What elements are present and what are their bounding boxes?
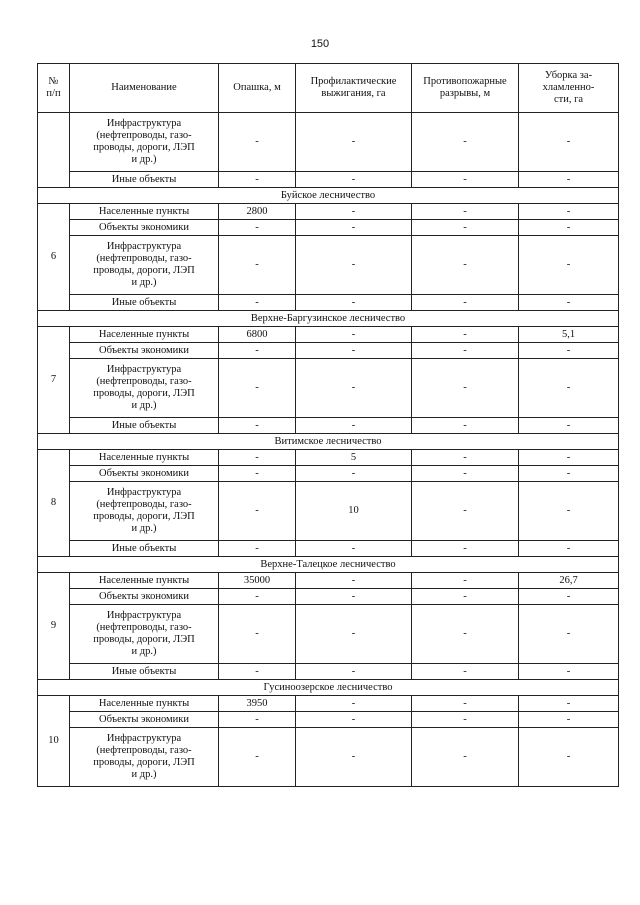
table-row [38, 482, 619, 541]
object-name: Населенные пункты [70, 327, 219, 343]
firebreaks-value: - [412, 712, 519, 728]
burning-value: - [296, 605, 412, 664]
burning-value: - [296, 466, 412, 482]
firebreaks-value: - [412, 295, 519, 311]
burning-value: - [296, 418, 412, 434]
cleanup-value: 26,7 [519, 573, 619, 589]
cleanup-value: - [519, 343, 619, 359]
row-number: 8 [38, 450, 70, 557]
plowing-value: - [219, 343, 296, 359]
burning-value: - [296, 236, 412, 295]
burning-value: - [296, 728, 412, 787]
table-row [38, 696, 619, 712]
plowing-value: 6800 [219, 327, 296, 343]
table-row [38, 589, 619, 605]
plowing-value: - [219, 418, 296, 434]
firebreaks-value: - [412, 204, 519, 220]
object-name: Иные объекты [70, 295, 219, 311]
header-firebreaks: Противопожарные разрывы, м [412, 64, 519, 113]
cleanup-value: - [519, 418, 619, 434]
object-name: Объекты экономики [70, 343, 219, 359]
table-row [38, 450, 619, 466]
burning-value: - [296, 589, 412, 605]
cleanup-value: - [519, 113, 619, 172]
burning-value: 10 [296, 482, 412, 541]
burning-value: - [296, 343, 412, 359]
table-row [38, 172, 619, 188]
row-number: 7 [38, 327, 70, 434]
plowing-value: 35000 [219, 573, 296, 589]
page-number: 150 [310, 38, 330, 50]
table-row [38, 295, 619, 311]
table-row [38, 664, 619, 680]
section-row [38, 434, 619, 450]
table-row [38, 728, 619, 787]
section-row [38, 680, 619, 696]
cleanup-value: - [519, 450, 619, 466]
header-burning: Профилактические выжигания, га [296, 64, 412, 113]
section-title: Гусиноозерское лесничество [38, 680, 619, 696]
table-row [38, 236, 619, 295]
cleanup-value: - [519, 220, 619, 236]
firebreaks-value: - [412, 450, 519, 466]
burning-value: - [296, 573, 412, 589]
plowing-value: - [219, 728, 296, 787]
cleanup-value: - [519, 172, 619, 188]
table-row [38, 541, 619, 557]
cleanup-value: - [519, 295, 619, 311]
plowing-value: - [219, 295, 296, 311]
row-number: 9 [38, 573, 70, 680]
plowing-value: - [219, 664, 296, 680]
plowing-value: - [219, 712, 296, 728]
cleanup-value: - [519, 359, 619, 418]
firebreaks-value: - [412, 327, 519, 343]
firebreaks-value: - [412, 359, 519, 418]
firebreaks-value: - [412, 664, 519, 680]
cleanup-value: - [519, 605, 619, 664]
burning-value: 5 [296, 450, 412, 466]
object-name: Иные объекты [70, 541, 219, 557]
header-cleanup: Уборка за- хламленно- сти, га [519, 64, 619, 113]
table-row [38, 712, 619, 728]
plowing-value: - [219, 236, 296, 295]
cleanup-value: - [519, 664, 619, 680]
section-row [38, 311, 619, 327]
firebreaks-value: - [412, 589, 519, 605]
plowing-value: - [219, 589, 296, 605]
plowing-value: - [219, 113, 296, 172]
table-row [38, 466, 619, 482]
object-name: Инфраструктура (нефтепроводы, газо- проводы, дороги, ЛЭП и др.) [70, 605, 219, 664]
burning-value: - [296, 113, 412, 172]
plowing-value: - [219, 482, 296, 541]
object-name: Иные объекты [70, 172, 219, 188]
table-row [38, 204, 619, 220]
burning-value: - [296, 204, 412, 220]
cleanup-value: - [519, 204, 619, 220]
firebreaks-value: - [412, 113, 519, 172]
table-row [38, 220, 619, 236]
object-name: Населенные пункты [70, 204, 219, 220]
cleanup-value: - [519, 589, 619, 605]
cleanup-value: 5,1 [519, 327, 619, 343]
section-row [38, 557, 619, 573]
plowing-value: - [219, 605, 296, 664]
table-row [38, 343, 619, 359]
firebreaks-value: - [412, 482, 519, 541]
burning-value: - [296, 220, 412, 236]
object-name: Иные объекты [70, 664, 219, 680]
plowing-value: 2800 [219, 204, 296, 220]
object-name: Объекты экономики [70, 589, 219, 605]
burning-value: - [296, 664, 412, 680]
object-name: Объекты экономики [70, 220, 219, 236]
forest-fire-measures-table [37, 63, 619, 787]
table-row [38, 113, 619, 172]
object-name: Инфраструктура (нефтепроводы, газо- проводы, дороги, ЛЭП и др.) [70, 113, 219, 172]
section-title: Витимское лесничество [38, 434, 619, 450]
firebreaks-value: - [412, 541, 519, 557]
section-title: Верхне-Талецкое лесничество [38, 557, 619, 573]
firebreaks-value: - [412, 605, 519, 664]
header-plowing: Опашка, м [219, 64, 296, 113]
burning-value: - [296, 295, 412, 311]
table-row [38, 327, 619, 343]
table-row [38, 418, 619, 434]
object-name: Населенные пункты [70, 573, 219, 589]
object-name: Объекты экономики [70, 712, 219, 728]
cleanup-value: - [519, 696, 619, 712]
burning-value: - [296, 172, 412, 188]
cleanup-value: - [519, 728, 619, 787]
table-row [38, 605, 619, 664]
firebreaks-value: - [412, 343, 519, 359]
header-number: № п/п [38, 64, 70, 113]
object-name: Инфраструктура (нефтепроводы, газо- проводы, дороги, ЛЭП и др.) [70, 359, 219, 418]
section-title: Буйское лесничество [38, 188, 619, 204]
firebreaks-value: - [412, 418, 519, 434]
firebreaks-value: - [412, 172, 519, 188]
object-name: Населенные пункты [70, 450, 219, 466]
firebreaks-value: - [412, 220, 519, 236]
cleanup-value: - [519, 482, 619, 541]
table-body [38, 113, 619, 787]
object-name: Иные объекты [70, 418, 219, 434]
object-name: Населенные пункты [70, 696, 219, 712]
plowing-value: 3950 [219, 696, 296, 712]
row-number [38, 113, 70, 188]
object-name: Инфраструктура (нефтепроводы, газо- проводы, дороги, ЛЭП и др.) [70, 482, 219, 541]
cleanup-value: - [519, 541, 619, 557]
table-header-row [38, 64, 619, 113]
firebreaks-value: - [412, 573, 519, 589]
row-number: 6 [38, 204, 70, 311]
row-number: 10 [38, 696, 70, 787]
cleanup-value: - [519, 236, 619, 295]
plowing-value: - [219, 541, 296, 557]
object-name: Инфраструктура (нефтепроводы, газо- проводы, дороги, ЛЭП и др.) [70, 728, 219, 787]
cleanup-value: - [519, 466, 619, 482]
section-row [38, 188, 619, 204]
burning-value: - [296, 541, 412, 557]
burning-value: - [296, 359, 412, 418]
object-name: Объекты экономики [70, 466, 219, 482]
object-name: Инфраструктура (нефтепроводы, газо- проводы, дороги, ЛЭП и др.) [70, 236, 219, 295]
plowing-value: - [219, 450, 296, 466]
firebreaks-value: - [412, 236, 519, 295]
burning-value: - [296, 327, 412, 343]
burning-value: - [296, 696, 412, 712]
section-title: Верхне-Баргузинское лесничество [38, 311, 619, 327]
firebreaks-value: - [412, 696, 519, 712]
plowing-value: - [219, 220, 296, 236]
plowing-value: - [219, 466, 296, 482]
plowing-value: - [219, 172, 296, 188]
table-row [38, 359, 619, 418]
firebreaks-value: - [412, 728, 519, 787]
plowing-value: - [219, 359, 296, 418]
burning-value: - [296, 712, 412, 728]
firebreaks-value: - [412, 466, 519, 482]
header-name: Наименование [70, 64, 219, 113]
cleanup-value: - [519, 712, 619, 728]
table-row [38, 573, 619, 589]
